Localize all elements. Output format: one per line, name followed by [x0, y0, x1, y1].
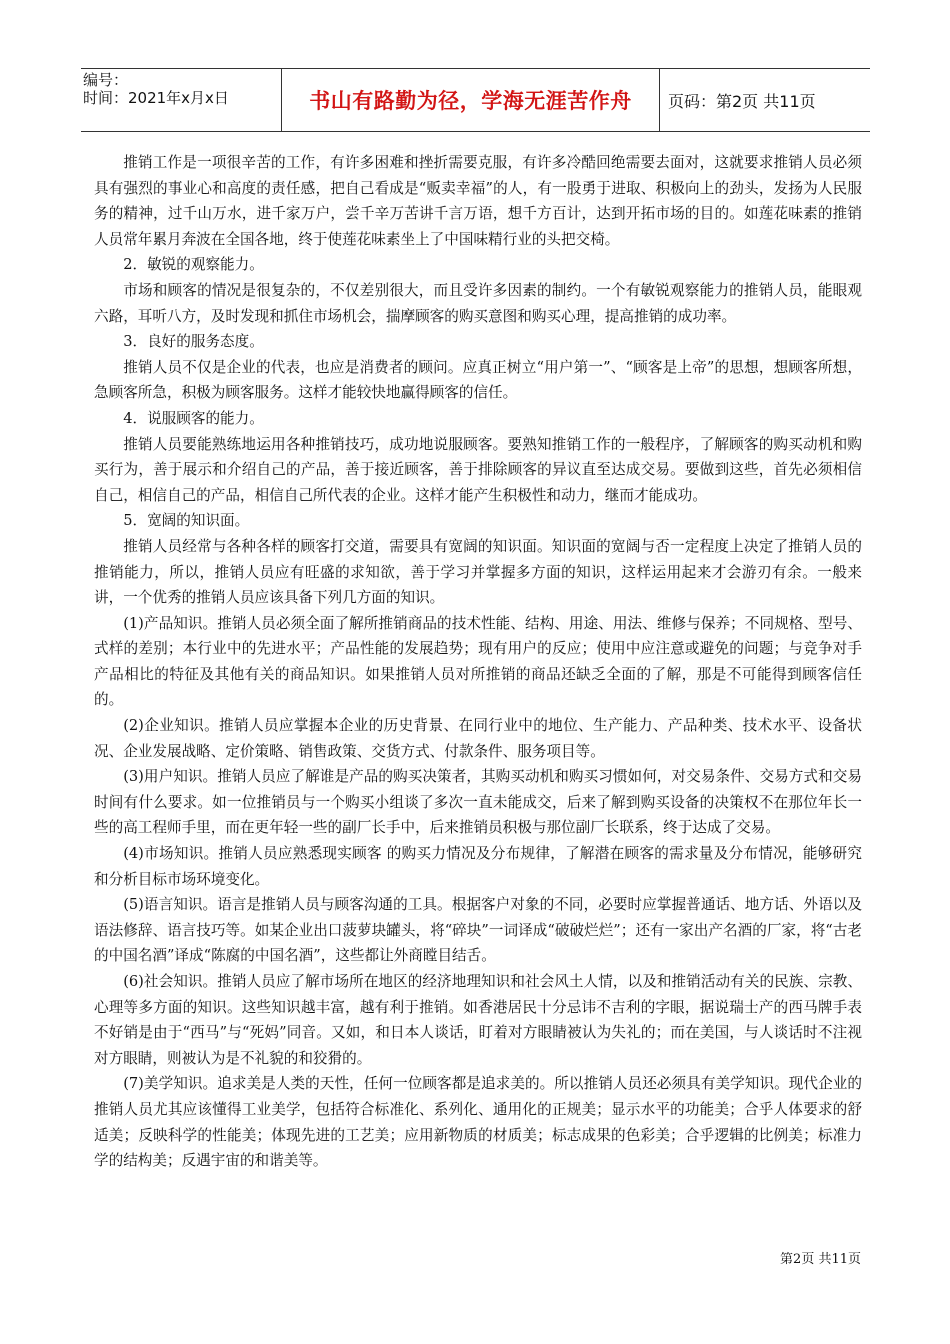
- page-header: [81, 68, 870, 132]
- paragraph: 推销人员经常与各种各样的顾客打交道，需要具有宽阔的知识面。知识面的宽阔与否一定程度上决定了推销人员的推销能力，所以，推销人员应有旺盛的求知欲，善于学习并掌握多方面的知识，这样运用起来才会游刃有余。一般来讲，一个优秀的推销人员应该具备下列几方面的知识。: [94, 537, 862, 607]
- header-page-label: 页码：第2页 共11页: [668, 91, 816, 111]
- list-item: (4)市场知识。推销人员应熟悉现实顾客 的购买力情况及分布规律，了解潜在顾客的需求量及分布情况，能够研究和分析目标市场环境变化。: [94, 845, 862, 888]
- section-heading: 2．敏锐的观察能力。: [123, 256, 264, 274]
- header-motto: 书山有路勤为径，学海无涯苦作舟: [282, 69, 660, 131]
- list-item: (6)社会知识。推销人员应了解市场所在地区的经济地理知识和社会风土人情，以及和推销活动有关的民族、宗教、心理等多方面的知识。这些知识越丰富，越有利于推销。如香港居民十分忌讳不吉利的字眼，据说瑞士产的西马牌手表不好销是由于“西马”与“死妈”同音。又如，和日本人谈话，盯着对方眼睛被认为失礼的；而在美国，与人谈话时不注视对方眼睛，则被认为是不礼貌的和狡猾的。: [94, 973, 862, 1067]
- paragraph: 推销工作是一项很辛苦的工作，有许多困难和挫折需要克服，有许多冷酷回绝需要去面对，这就要求推销人员必须具有强烈的事业心和高度的责任感，把自己看成是“贩卖幸福”的人，有一股勇于进取、积极向上的劲头，发扬为人民服务的精神，过千山万水，进千家万户，尝千辛万苦讲千言万语，想千方百计，达到开拓市场的目的。如莲花味素的推销人员常年累月奔波在全国各地，终于使莲花味素坐上了中国味精行业的头把交椅。: [94, 154, 862, 248]
- list-item: (3)用户知识。推销人员应了解谁是产品的购买决策者，其购买动机和购买习惯如何，对交易条件、交易方式和交易时间有什么要求。如一位推销员与一个购买小组谈了多次一直未能成交，后来了解到购买设备的决策权不在那位年长一些的高工程师手里，而在更年轻一些的副厂长手中，后来推销员积极与那位副厂长联系，终于达成了交易。: [94, 768, 862, 837]
- section-heading: 4．说服顾客的能力。: [123, 409, 264, 427]
- document-body: [94, 150, 862, 1174]
- number-label: 编号：: [83, 71, 129, 89]
- section-heading: 3．良好的服务态度。: [123, 333, 264, 351]
- list-item: (7)美学知识。追求美是人类的天性，任何一位顾客都是追求美的。所以推销人员还必须具有美学知识。现代企业的推销人员尤其应该懂得工业美学，包括符合标准化、系列化、通用化的正规美；显示水平的功能美；合乎人体要求的舒适美；反映科学的性能美；体现先进的工艺美；应用新物质的材质美；标志成果的色彩美；合乎逻辑的比例美；标准力学的结构美；反遇宇宙的和谐美等。: [94, 1075, 862, 1170]
- list-item: (5)语言知识。语言是推销人员与顾客沟通的工具。根据客户对象的不同，必要时应掌握普通话、地方话、外语以及语法修辞、语言技巧等。如某企业出口菠萝块罐头，将“碎块”一词译成“破破烂烂”；还有一家出产名酒的厂家，将“古老的中国名酒”译成“陈腐的中国名酒”，这些都让外商瞠目结舌。: [94, 896, 862, 965]
- paragraph: 市场和顾客的情况是很复杂的，不仅差别很大，而且受许多因素的制约。一个有敏锐观察能力的推销人员，能眼观六路，耳听八方，及时发现和抓住市场机会，揣摩顾客的购买意图和购买心理，提高推销的成功率。: [94, 281, 862, 325]
- list-item: (1)产品知识。推销人员必须全面了解所推销商品的技术性能、结构、用途、用法、维修与保养；不同规格、型号、式样的差别；本行业中的先进水平；产品性能的发展趋势；现有用户的反应；使用中应注意或避免的问题；与竞争对手产品相比的特征及其他有关的商品知识。如果推销人员对所推销的商品还缺乏全面的了解，那是不可能得到顾客信任的。: [94, 614, 862, 709]
- time-label: 时间：2021年x月x日: [83, 89, 229, 107]
- header-meta: [81, 69, 282, 131]
- page-footer: 第2页 共11页: [780, 1252, 861, 1267]
- paragraph: 推销人员不仅是企业的代表，也应是消费者的顾问。应真正树立“用户第一”、“顾客是上帝”的思想，想顾客所想，急顾客所急，积极为顾客服务。这样才能较快地赢得顾客的信任。: [94, 358, 862, 402]
- list-item: (2)企业知识。推销人员应掌握本企业的历史背景、在同行业中的地位、生产能力、产品种类、技术水平、设备状况、企业发展战略、定价策略、销售政策、交货方式、付款条件、服务项目等。: [94, 717, 862, 760]
- section-heading: 5．宽阔的知识面。: [123, 512, 250, 530]
- paragraph: 推销人员要能熟练地运用各种推销技巧，成功地说服顾客。要熟知推销工作的一般程序，了解顾客的购买动机和购买行为，善于展示和介绍自己的产品，善于接近顾客，善于排除顾客的异议直至达成交易。要做到这些，首先必须相信自己，相信自己的产品，相信自己所代表的企业。这样才能产生积极性和动力，继而才能成功。: [94, 435, 862, 504]
